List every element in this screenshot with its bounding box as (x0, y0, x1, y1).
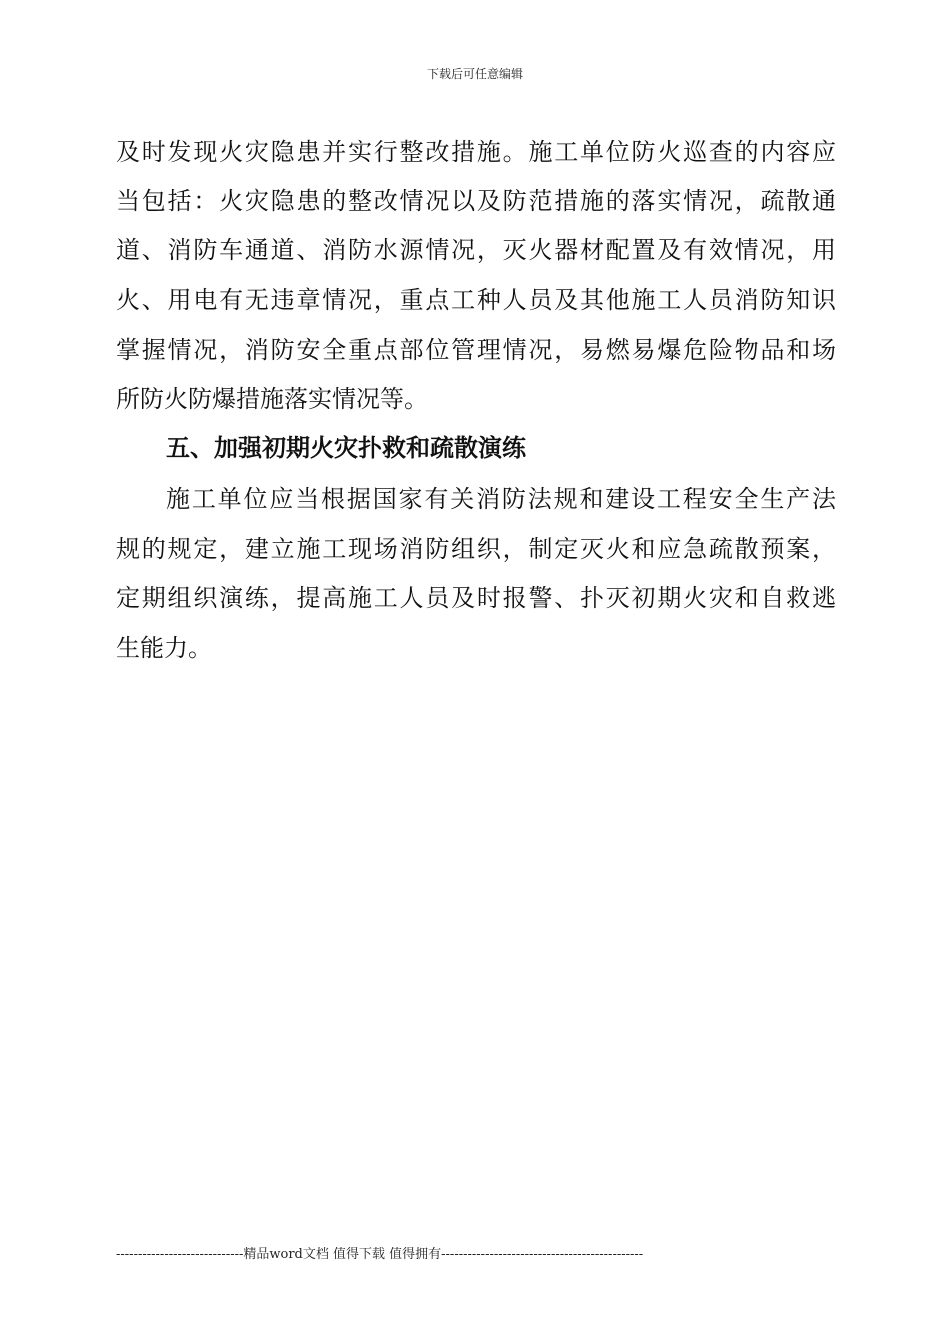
paragraph-line: 生能力。 (116, 634, 212, 662)
paragraph-line: 当包括：火灾隐患的整改情况以及防范措施的落实情况，疏散通 (116, 187, 836, 215)
page-header-note: 下载后可任意编辑 (426, 67, 523, 81)
paragraph-line: 及时发现火灾隐患并实行整改措施。施工单位防火巡查的内容应 (116, 138, 836, 166)
paragraph-line: 施工单位应当根据国家有关消防法规和建设工程安全生产法 (166, 485, 836, 513)
paragraph-line: 火、用电有无违章情况，重点工种人员及其他施工人员消防知识 (116, 286, 836, 314)
paragraph-line: 所防火防爆措施落实情况等。 (116, 385, 428, 413)
paragraph-line: 道、消防车通道、消防水源情况，灭火器材配置及有效情况，用 (116, 236, 836, 264)
paragraph-line: 定期组织演练，提高施工人员及时报警、扑灭初期火灾和自救逃 (116, 584, 836, 612)
paragraph-line: 掌握情况，消防安全重点部位管理情况，易燃易爆危险物品和场 (116, 336, 836, 364)
paragraph-line: 规的规定，建立施工现场消防组织，制定灭火和应急疏散预案， (116, 535, 836, 563)
page-footer-note: -----------------------------精品word文档 值得下载 值得拥有---------------------------------------------- (116, 1247, 644, 1262)
section-heading: 五、加强初期火灾扑救和疏散演练 (166, 434, 526, 462)
